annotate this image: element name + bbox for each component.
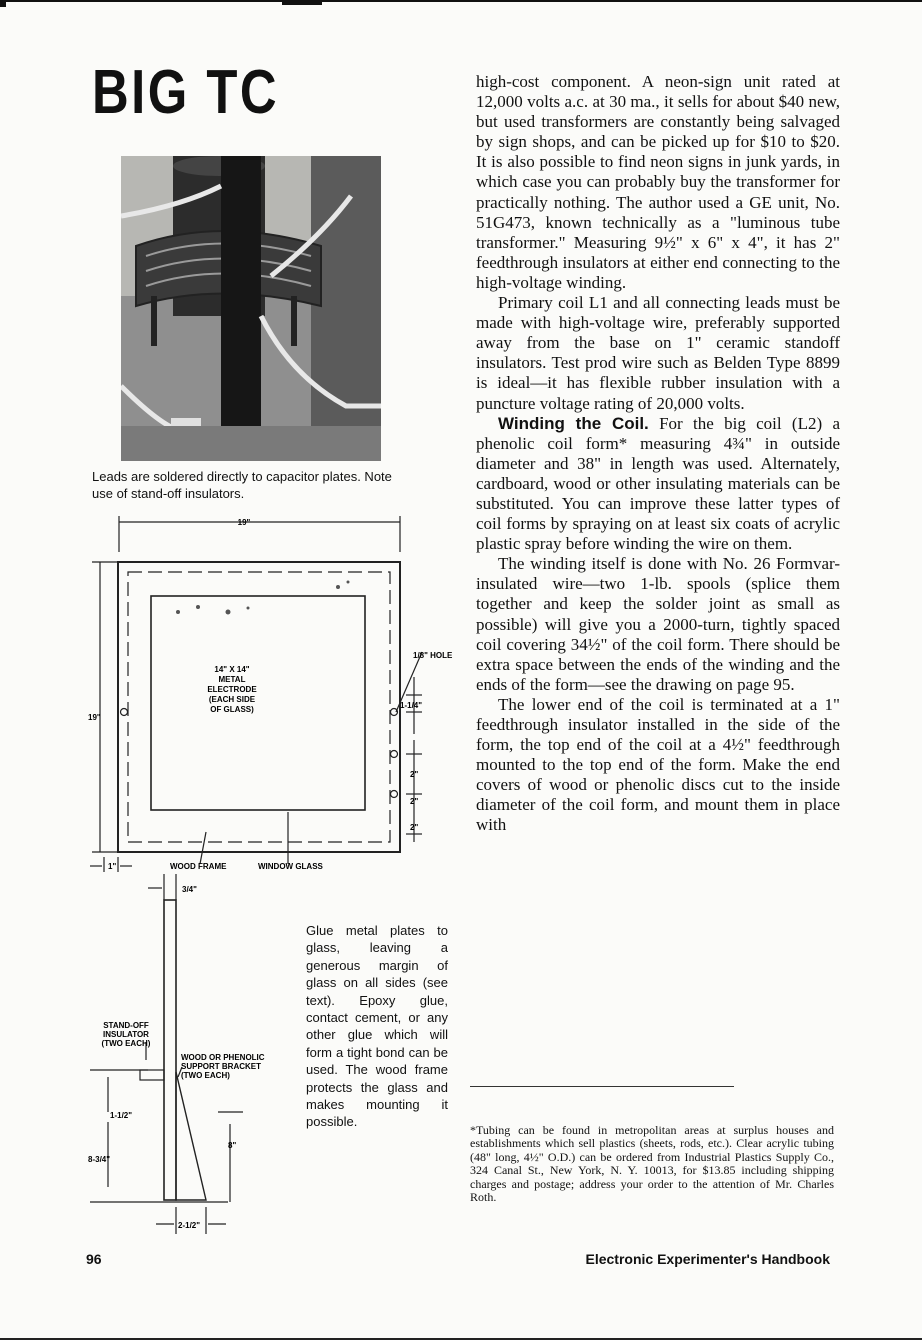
wood-frame-label: WOOD FRAME [170,862,227,871]
electrode-label-3: ELECTRODE [207,685,257,694]
footnote: *Tubing can be found in metropolitan areas at surplus houses and establishments which sell plastics (sheets, rods, etc.). Clear acrylic tubing (48" long, 4½" O.D.) can be ordered from Industrial Plastics Supply Co., 324 Canal St., New York, N. Y. 10013, for $13.85 including shipping charges and postage; address your order to the attention of Mr. Charles Roth. [470,1123,834,1205]
paragraph-2: Primary coil L1 and all connecting leads must be made with high-voltage wire, preferably supported away from the base on 1" ceramic standoff insulators. Test prod wire such as Belden Type 8899 is ideal—it has flexible rubber insulation with a puncture voltage rating of 20,000 volts. [476,293,840,413]
paragraph-5: The lower end of the coil is terminated at a 1" feedthrough insulator installed in the side of the form, the top end of the coil at a 4½" feedthrough mounted to the top end of the form. Make the end covers of wood or phenolic discs cut to the inside diameter of the coil form, and mount them in place with [476,694,840,835]
article-body [476,72,840,836]
electrode-label-1: 14" X 14" [214,665,250,674]
bracket-label-1: WOOD OR PHENOLIC [181,1053,265,1062]
frame-height-label: 19" [88,713,101,722]
window-glass-label: WINDOW GLASS [258,862,323,871]
hole-label: 1/8" HOLE [413,651,453,660]
paragraph-4: The winding itself is done with No. 26 Formvar-insulated wire—two 1-lb. spools (splice them together and keep the solder joint as small as possible) will give you a 2000-turn, tightly spaced coil covering 34½" of the coil form. There should be extra space between the ends of the winding and the ends of the form—see the drawing on page 95. [476,554,840,694]
standoff-label-2: INSULATOR [103,1030,149,1039]
frame-width-label: 19" [237,518,251,527]
paragraph-3 [476,414,840,555]
top-scan-line [0,0,922,7]
margin-label: 1" [108,862,117,871]
dim-label-a: 1-1/4" [400,701,423,710]
dim-label-c: 2" [410,797,419,806]
standoff-label-3: (TWO EACH) [101,1039,151,1048]
section-heading: Winding the Coil. [498,413,649,433]
footnote-divider [470,1086,734,1087]
side-dim-b: 8-3/4" [88,1155,111,1164]
bracket-label-2: SUPPORT BRACKET [181,1062,262,1071]
electrode-label-2: METAL [218,675,246,684]
side-dim-c: 8" [228,1141,237,1150]
bracket-label-3: (TWO EACH) [181,1071,230,1080]
side-dim-a: 1-1/2" [110,1111,133,1120]
photo-caption: Leads are soldered directly to capacitor plates. Note use of stand-off insulators. [92,469,392,501]
electrode-label-5: OF GLASS) [210,705,254,714]
paragraph-1: high-cost component. A neon-sign unit rated at 12,000 volts a.c. at 30 ma., it sells for about $40 new, but used transformers are constantly being salvaged by sign shops, and can be picked up for $10 to $20. It is also possible to find neon signs in junk yards, in which case you can probably buy the transformer for practically nothing. The author used a GE unit, No. 51G473, known technically as a "luminous tube transformer." Measuring 9½" x 6" x 4", it has 2" feedthrough insulators at either end connecting to the high-voltage winding. [476,72,840,292]
dim-label-b: 2" [410,770,419,779]
dim-label-d: 2" [410,823,419,832]
tesla-coil-photo [121,156,381,461]
electrode-label-4: (EACH SIDE [208,695,256,704]
capacitor-plate-diagram [88,512,468,1242]
bottom-scan-line [0,1336,922,1340]
side-dim-d: 2-1/2" [178,1221,201,1230]
article-title: BIG TC [92,58,280,127]
side-top-dim: 3/4" [182,885,197,894]
book-title: Electronic Experimenter's Handbook [585,1251,830,1267]
diagram-caption: Glue metal plates to glass, leaving a generous margin of glass on all sides (see text). Epoxy glue, contact cement, or any other glue which will form a tight bond can be used. The wood frame protects the glass and makes mounting it possible. [306,923,448,1130]
paragraph-3-text: For the big coil (L2) a phenolic coil form* measuring 4¾" in outside diameter and 38" in length was used. Alternately, cardboard, wood or other insulating materials can be substituted. You can improve these latter types of coil forms by spraying on at least six coats of acrylic plastic spray before winding the wire on them. [476,413,840,554]
page-number: 96 [86,1251,102,1267]
standoff-label-1: STAND-OFF [103,1021,149,1030]
